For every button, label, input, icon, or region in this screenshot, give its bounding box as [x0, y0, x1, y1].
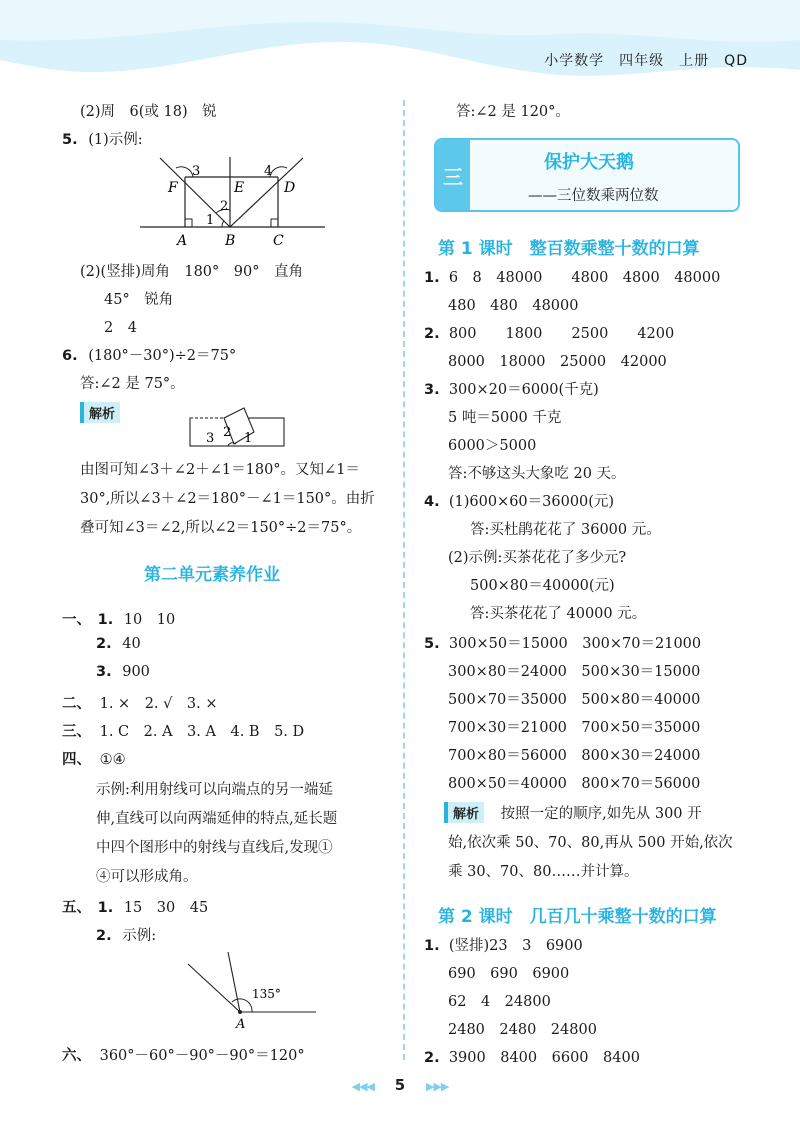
answer-line: 中四个图形中的射线与直线后,发现① [96, 840, 333, 856]
part-label: 六、 [62, 1048, 91, 1064]
question-number: 2. [96, 928, 112, 944]
answer-line [96, 664, 150, 680]
answer-line: 500×80＝40000(元) [470, 578, 615, 594]
fig-label: 1 [206, 213, 215, 228]
part-5 [62, 896, 208, 917]
analysis-text: 由图可知∠3＋∠2＋∠1＝180°。又知∠1＝ [80, 462, 360, 478]
page-footer [0, 1076, 800, 1094]
analysis-text: 乘 30、70、80……并计算。 [448, 864, 639, 880]
angle-figure-1 [140, 152, 330, 252]
answer-text: 3900 8400 6600 8400 [448, 1050, 640, 1066]
fig-label: 2 [220, 199, 229, 214]
answer-line: 800×50＝40000 800×70＝56000 [448, 776, 701, 792]
answer-text: 900 [122, 664, 150, 680]
fig-label: D [284, 180, 296, 196]
fig-label: 2 [223, 425, 232, 440]
lesson-1-title: 第 1 课时 整百数乘整十数的口算 [438, 239, 700, 259]
answer-text: (竖排)23 3 6900 [448, 938, 583, 954]
part-1 [62, 608, 175, 629]
answer-text: (180°－30°)÷2＝75° [88, 348, 237, 364]
unit-2-homework-title: 第二单元素养作业 [144, 565, 280, 585]
fig-label: F [168, 180, 178, 196]
fold-figure [188, 406, 288, 448]
answer-line: (2)周 6(或 18) 锐 [80, 104, 217, 120]
answer-line: 2480 2480 24800 [448, 1022, 597, 1038]
page-number: 5 [394, 1076, 406, 1094]
part-label: 二、 [62, 696, 91, 712]
part-6 [62, 1044, 305, 1065]
question-number: 2. [424, 326, 440, 342]
question-number: 1. [424, 270, 440, 286]
answer-text: 10 10 [123, 612, 176, 628]
part-label: 三、 [62, 724, 91, 740]
fig-label: A [177, 233, 188, 249]
question-number: 5. [62, 132, 78, 148]
answer-line: 480 480 48000 [448, 298, 579, 314]
answer-line: 45° 锐角 [104, 292, 174, 308]
next-arrows-icon: ▶▶▶ [426, 1080, 449, 1093]
answer-line: 700×80＝56000 800×30＝24000 [448, 748, 701, 764]
question-4 [424, 490, 614, 511]
question-number: 2. [424, 1050, 440, 1066]
answer-text: 15 30 45 [123, 900, 209, 916]
analysis-text: 按照一定的顺序,如先从 300 开 [500, 806, 702, 822]
answer-line: 2 4 [104, 320, 137, 336]
answer-line: 5 吨＝5000 千克 [448, 410, 562, 426]
question-number: 1. [424, 938, 440, 954]
answer-line: 答:∠2 是 120°。 [456, 104, 570, 120]
answer-text: (1)示例: [88, 132, 143, 148]
answer-line: ④可以形成角。 [96, 869, 198, 885]
fig-label: B [225, 233, 236, 249]
answer-text: (1)600×60＝36000(元) [448, 494, 615, 510]
part-label: 五、 [62, 900, 91, 916]
question-number: 5. [424, 636, 440, 652]
fig-label: 3 [192, 164, 201, 179]
part-3 [62, 720, 304, 741]
answer-text: ①④ [99, 752, 126, 768]
question-1 [424, 934, 583, 955]
analysis-text: 始,依次乘 50、70、80,再从 500 开始,依次 [448, 835, 733, 851]
answer-line: 62 4 24800 [448, 994, 551, 1010]
lesson-2-title: 第 2 课时 几百几十乘整十数的口算 [438, 907, 717, 927]
question-number: 1. [97, 900, 114, 916]
question-3 [424, 378, 599, 399]
answer-text: 1. × 2. √ 3. × [99, 696, 218, 712]
fig-label: E [234, 180, 245, 196]
analysis-tag [80, 402, 120, 423]
part-2 [62, 692, 217, 713]
fig-label: A [236, 1017, 246, 1030]
answer-line: 300×80＝24000 500×30＝15000 [448, 664, 701, 680]
angle-figure-135 [180, 950, 320, 1030]
answer-text: 6 8 48000 4800 4800 48000 [448, 270, 721, 286]
unit-subtitle: ——三位数乘两位数 [528, 188, 659, 204]
analysis-label: 解析 [80, 402, 120, 423]
header-subject-grade: 小学数学 四年级 上册 QD [544, 53, 748, 69]
part-label: 四、 [62, 752, 91, 768]
fig-label: 3 [206, 431, 215, 446]
answer-text: 300×50＝15000 300×70＝21000 [448, 636, 702, 652]
question-5 [424, 632, 701, 653]
answer-line: (2)(竖排)周角 180° 90° 直角 [80, 264, 303, 280]
fig-label: 1 [244, 431, 253, 446]
question-number: 2. [96, 636, 112, 652]
question-2 [424, 1046, 640, 1067]
answer-line [96, 636, 141, 652]
answer-line: 700×30＝21000 700×50＝35000 [448, 720, 701, 736]
analysis-line [444, 802, 702, 823]
question-number: 3. [424, 382, 440, 398]
answer-line: 答:∠2 是 75°。 [80, 376, 185, 392]
fig-label: 135° [252, 987, 281, 1001]
answer-line: 6000＞5000 [448, 438, 537, 454]
answer-line: (2)示例:买茶花花了多少元? [448, 550, 627, 566]
answer-text: 1. C 2. A 3. A 4. B 5. D [99, 724, 305, 740]
question-number: 4. [424, 494, 440, 510]
question-number: 3. [96, 664, 112, 680]
analysis-label: 解析 [444, 802, 484, 823]
answer-line [96, 924, 156, 945]
unit-3-banner [434, 138, 740, 212]
answer-line: 示例:利用射线可以向端点的另一端延 [96, 782, 333, 798]
question-1 [424, 266, 720, 287]
fig-label: 4 [264, 164, 273, 179]
answer-text: 360°－60°－90°－90°＝120° [99, 1048, 305, 1064]
answer-line: 690 690 6900 [448, 966, 570, 982]
question-2 [424, 322, 674, 343]
answer-line: 答:买杜鹃花花了 36000 元。 [470, 522, 661, 538]
prev-arrows-icon: ◀◀◀ [351, 1080, 374, 1093]
analysis-text: 30°,所以∠3＋∠2＝180°－∠1＝150°。由折 [80, 491, 375, 507]
unit-title: 保护大天鹅 [544, 152, 634, 173]
answer-line: 8000 18000 25000 42000 [448, 354, 667, 370]
answer-text: 800 1800 2500 4200 [448, 326, 675, 342]
part-label: 一、 [62, 612, 91, 628]
answer-text: 40 [122, 636, 141, 652]
column-divider [403, 100, 405, 1060]
answer-line: 500×70＝35000 500×80＝40000 [448, 692, 701, 708]
answer-line: 答:不够这头大象吃 20 天。 [448, 466, 626, 482]
answer-line: 答:买茶花花了 40000 元。 [470, 606, 647, 622]
unit-number-badge: 三 [436, 140, 470, 210]
answer-text: 300×20＝6000(千克) [448, 382, 599, 398]
fig-label: C [273, 233, 284, 249]
question-6 [62, 344, 236, 365]
question-5 [62, 128, 143, 149]
question-number: 6. [62, 348, 78, 364]
answer-text: 示例: [122, 928, 157, 944]
question-number: 1. [97, 612, 114, 628]
part-4 [62, 748, 126, 769]
header-wave-decoration [0, 0, 800, 90]
analysis-text: 叠可知∠3＝∠2,所以∠2＝150°÷2＝75°。 [80, 520, 362, 536]
answer-line: 伸,直线可以向两端延伸的特点,延长题 [96, 811, 338, 827]
